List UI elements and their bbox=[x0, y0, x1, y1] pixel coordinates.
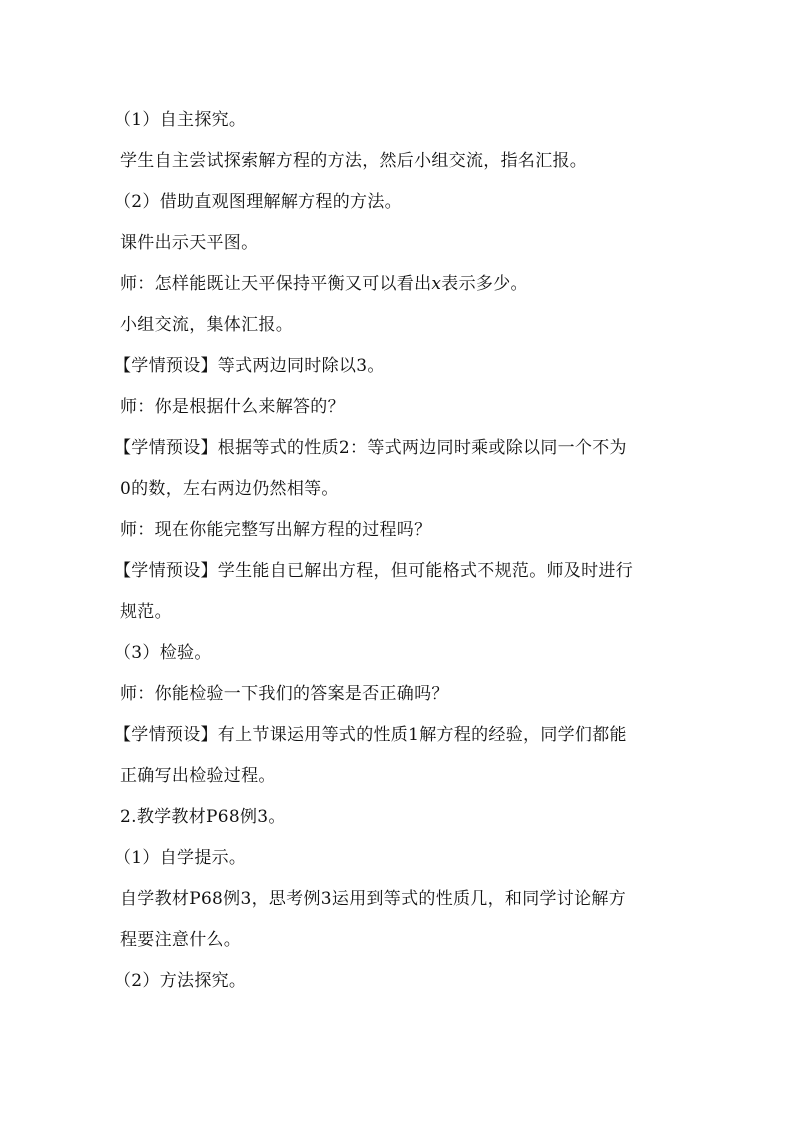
text-line-16: 【学情预设】有上节课运用等式的性质1解方程的经验，同学们都能 bbox=[114, 725, 627, 745]
text-line-12: 【学情预设】学生能自已解出方程，但可能格式不规范。师及时进行 bbox=[114, 561, 633, 581]
text-line-22: （2）方法探究。 bbox=[114, 971, 247, 991]
variable-x: x bbox=[431, 274, 442, 294]
text-line-14: （3）检验。 bbox=[114, 643, 212, 663]
text-line-4: 课件出示天平图。 bbox=[120, 233, 259, 253]
text-line-5-head: 师：怎样能既让天平保持平衡又可以看出 bbox=[120, 274, 432, 294]
text-line-19: （1）自学提示。 bbox=[114, 848, 247, 868]
text-line-3: （2）借助直观图理解解方程的方法。 bbox=[114, 192, 402, 212]
text-line-1: （1）自主探究。 bbox=[114, 110, 247, 130]
text-line-10: 0的数，左右两边仍然相等。 bbox=[120, 479, 339, 499]
text-line-5 bbox=[120, 264, 676, 305]
text-line-18: 2.教学教材P68例3。 bbox=[120, 807, 286, 827]
text-line-20: 自学教材P68例3，思考例3运用到等式的性质几，和同学讨论解方 bbox=[120, 889, 627, 909]
text-line-21: 程要注意什么。 bbox=[120, 930, 242, 950]
text-line-9: 【学情预设】根据等式的性质2：等式两边同时乘或除以同一个不为 bbox=[114, 438, 627, 458]
text-line-11: 师：现在你能完整写出解方程的过程吗？ bbox=[120, 520, 432, 540]
text-line-2: 学生自主尝试探索解方程的方法，然后小组交流，指名汇报。 bbox=[120, 151, 588, 171]
text-line-13: 规范。 bbox=[120, 602, 172, 622]
text-line-5-tail: 表示多少。 bbox=[441, 274, 528, 294]
text-line-7: 【学情预设】等式两边同时除以3。 bbox=[114, 356, 385, 376]
text-line-15: 师：你能检验一下我们的答案是否正确吗？ bbox=[120, 684, 449, 704]
text-line-6: 小组交流，集体汇报。 bbox=[120, 315, 293, 335]
text-line-8: 师：你是根据什么来解答的？ bbox=[120, 397, 345, 417]
text-line-17: 正确写出检验过程。 bbox=[120, 766, 276, 786]
